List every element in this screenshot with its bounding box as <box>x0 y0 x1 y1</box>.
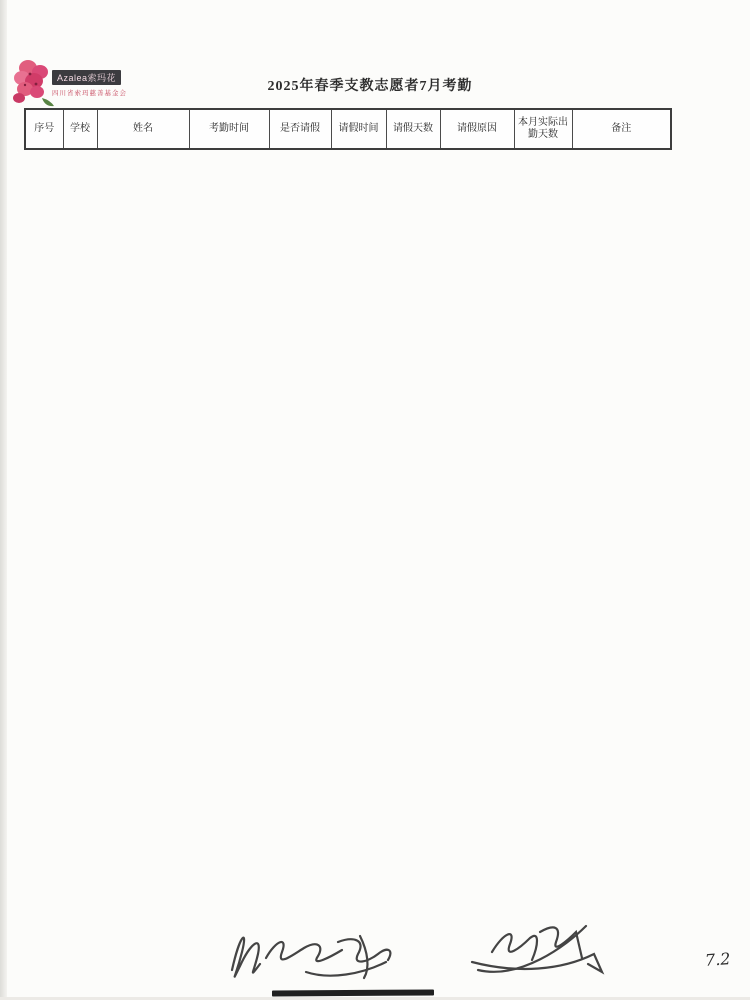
col-header-7: 请假原因 <box>440 109 514 149</box>
col-header-1: 学校 <box>63 109 97 149</box>
col-header-3: 考勤时间 <box>189 109 269 149</box>
table-header <box>25 109 671 149</box>
scan-artifact-bar <box>272 989 434 996</box>
col-header-9: 备注 <box>572 109 671 149</box>
page-title: 2025年春季支教志愿者7月考勤 <box>267 79 473 94</box>
page-left-edge <box>0 0 7 1000</box>
handwritten-signature-2 <box>472 926 602 972</box>
col-header-6: 请假天数 <box>386 109 440 149</box>
logo-brand-text: Azalea索玛花 <box>52 70 121 85</box>
col-header-5: 请假时间 <box>331 109 386 149</box>
signature-area <box>210 912 732 997</box>
col-header-8: 本月实际出勤天数 <box>514 109 572 149</box>
logo-subtitle-text: 四川省索玛慈善基金会 <box>52 90 127 97</box>
col-header-0: 序号 <box>25 109 63 149</box>
handwritten-date: 7.2 <box>704 949 732 970</box>
attendance-table <box>24 108 672 150</box>
handwritten-signature-1 <box>232 936 390 978</box>
col-header-2: 姓名 <box>97 109 189 149</box>
col-header-4: 是否请假 <box>269 109 331 149</box>
